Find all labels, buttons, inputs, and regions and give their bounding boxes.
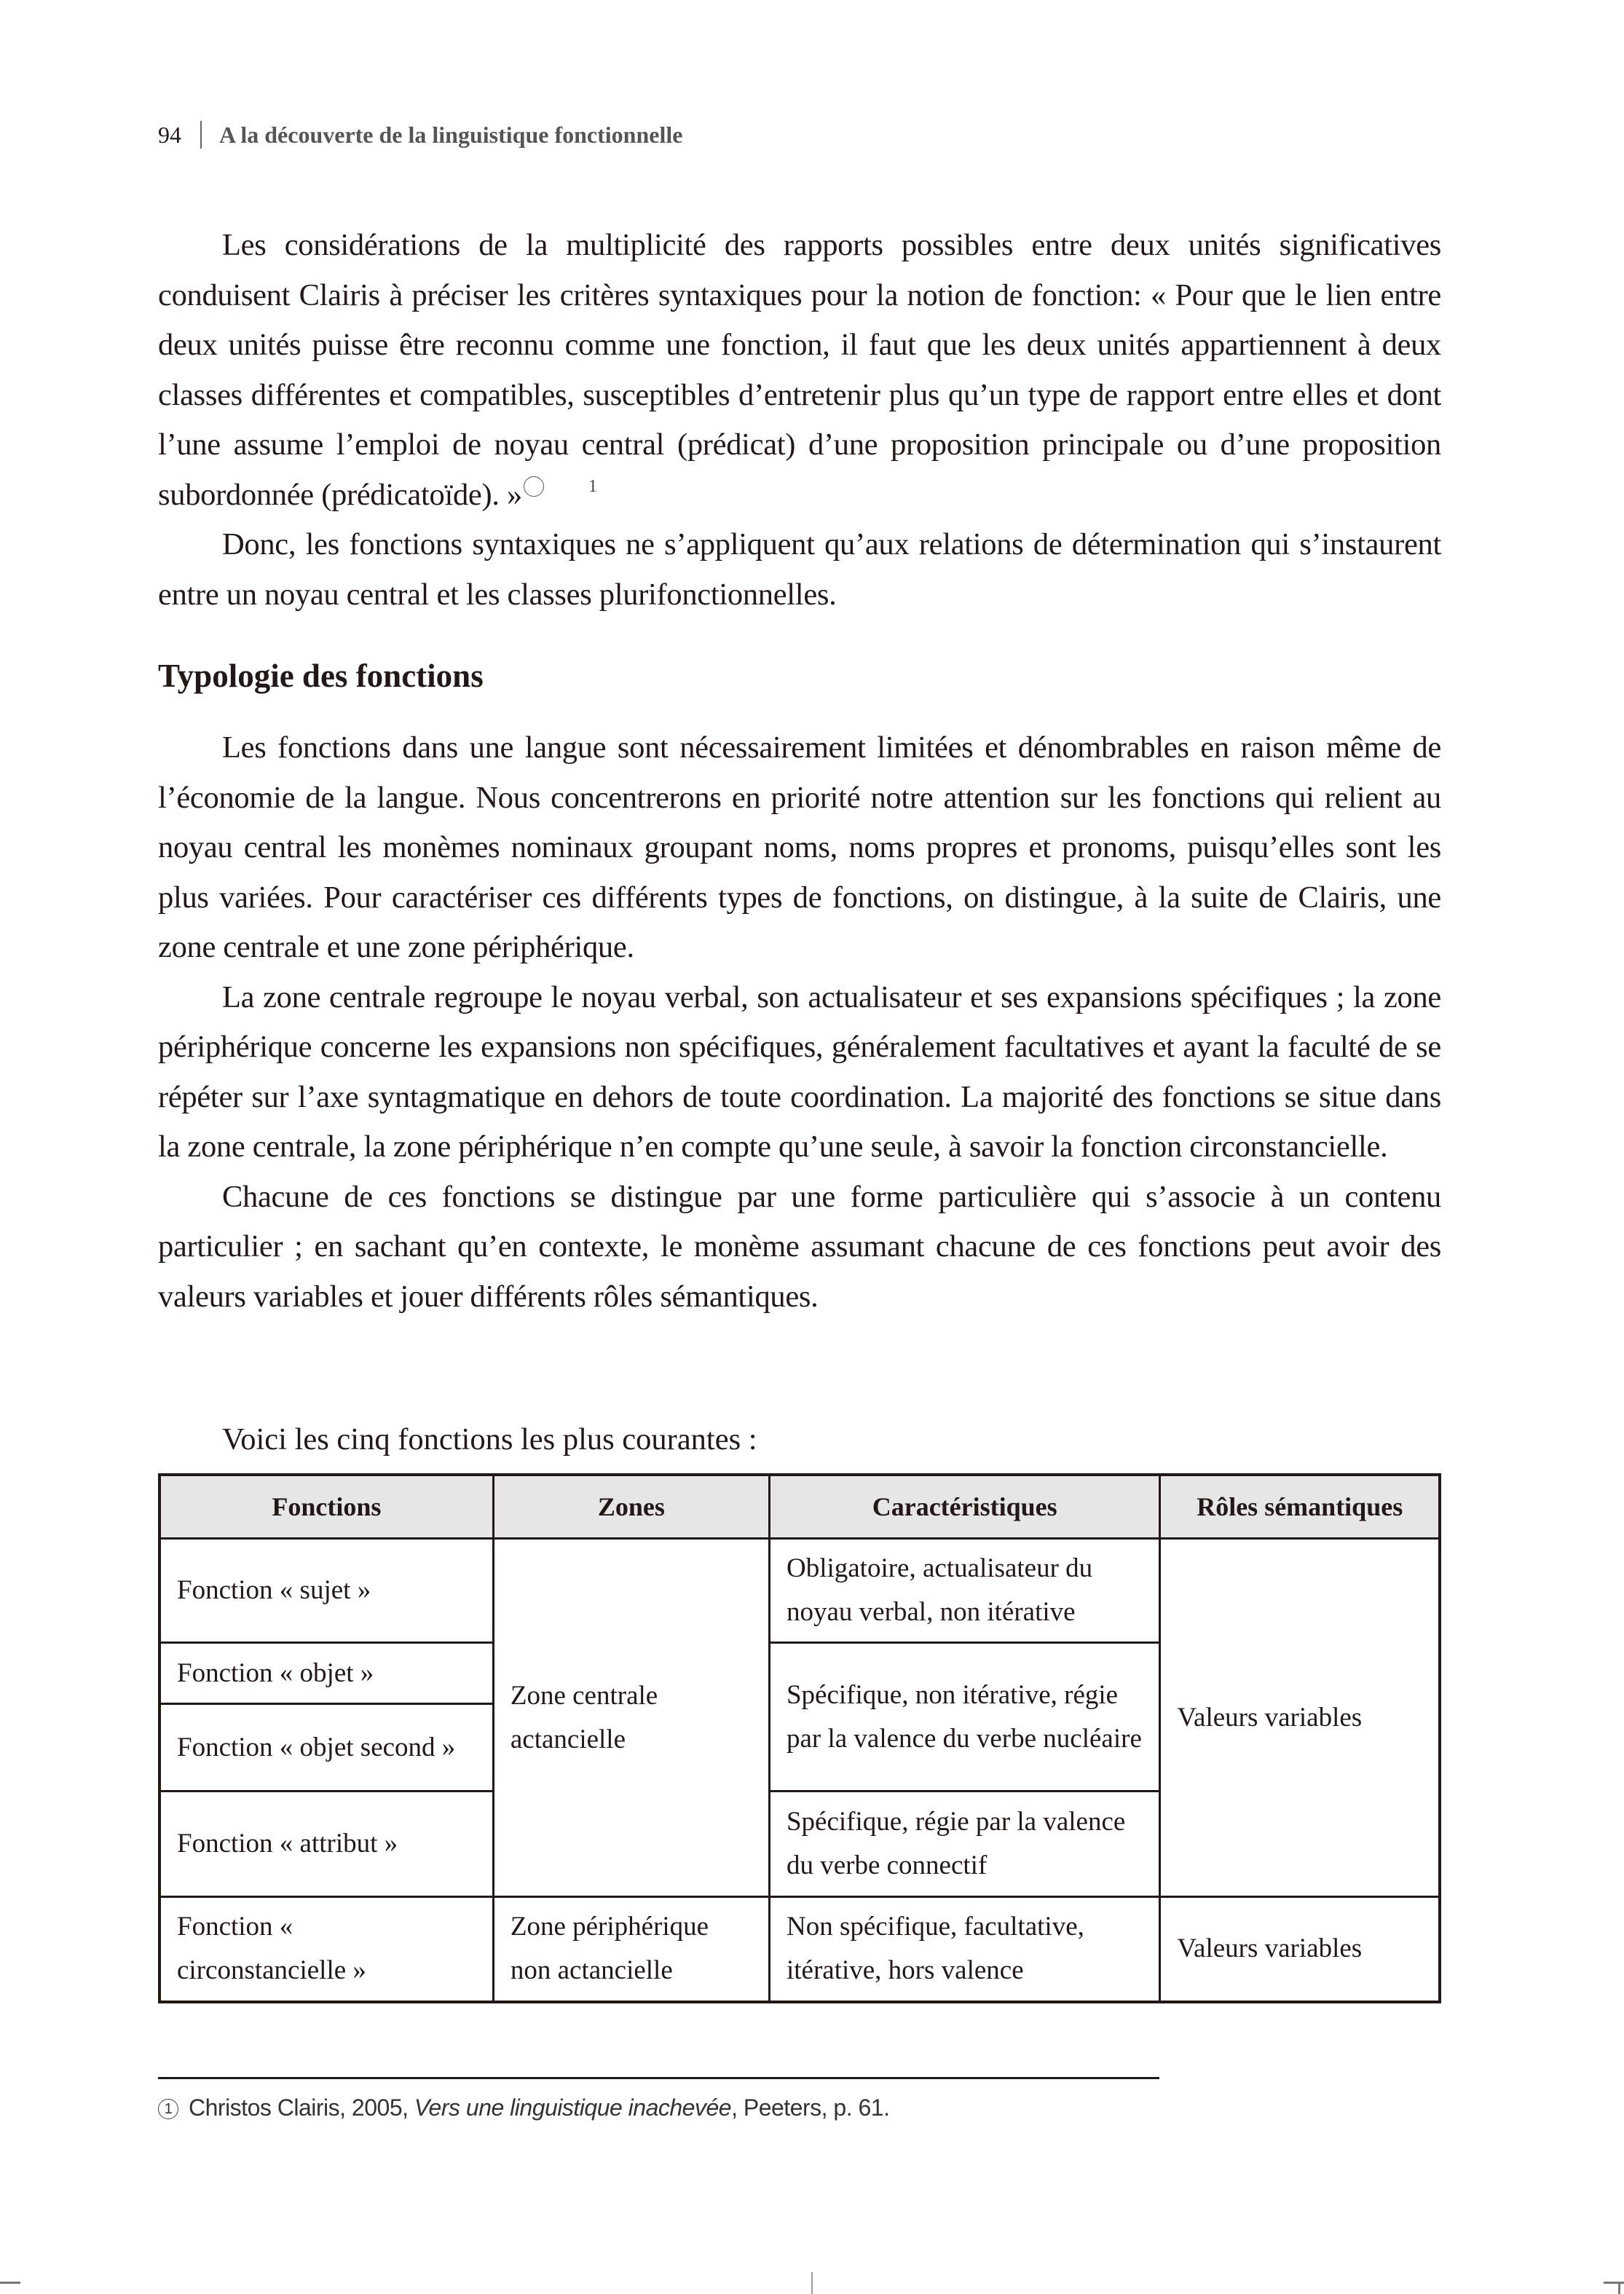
characteristics-cell: Spécifique, non itérative, régie par la valence du verbe nucléaire xyxy=(769,1643,1159,1792)
paragraph: Les considérations de la multiplicité des rapports possibles entre deux unités significatives conduisent Clairis à préciser les critères syntaxiques pour la notion de fonction: « Pour que le lien entre deux unités puisse être reconnu comme une fonction, il faut que les deux unités appartiennent à deux classes différentes et compatibles, susceptibles d’entretenir plus qu’un type de rapport entre elles et dont l’une assume l’emploi de noyau central (prédicat) d’une proposition principale ou d’une proposition subordonnée (prédicatoïde). » $^1$ xyxy=(158,228,1441,512)
roles-cell: Valeurs variables xyxy=(1160,1897,1440,2002)
paragraph: Donc, les fonctions syntaxiques ne s’appliquent qu’aux relations de détermination qui s’instaurent entre un noyau central et les classes plurifonctionnelles. xyxy=(158,527,1441,612)
function-cell: Fonction « attribut » xyxy=(159,1792,493,1897)
paragraph: Les fonctions dans une langue sont nécessairement limitées et dénombrables en raison même de l’économie de la langue. Nous concentrerons en priorité notre attention sur les fonctions qui relient au noyau central les monèmes nominaux groupant noms, noms propres et pronoms, puisqu’elles sont les plus variées. Pour caractériser ces différents types de fonctions, on distingue, à la suite de Clairis, une zone centrale et une zone périphérique. xyxy=(158,730,1441,964)
characteristics-cell: Spécifique, régie par la valence du verbe connectif xyxy=(769,1792,1159,1897)
characteristics-cell: Non spécifique, facultative, itérative, hors valence xyxy=(769,1897,1159,2002)
zone-cell: Zone périphérique non actancielle xyxy=(493,1897,769,2002)
section-intro xyxy=(158,221,1441,620)
column-header: Fonctions xyxy=(159,1475,493,1539)
function-cell: Fonction « circonstancielle » xyxy=(159,1897,493,2002)
column-header: Caractéristiques xyxy=(769,1475,1159,1539)
section-heading: Typologie des fonctions xyxy=(158,658,484,694)
page-number: 94 xyxy=(158,121,181,148)
zone-cell: Zone centrale actancielle xyxy=(493,1539,769,1897)
column-header: Zones xyxy=(493,1475,769,1539)
crop-mark xyxy=(811,2272,813,2294)
book-title: A la découverte de la linguistique fonctionnelle xyxy=(219,121,683,148)
function-cell: Fonction « sujet » xyxy=(159,1539,493,1643)
paragraph: La zone centrale regroupe le noyau verbal, son actualisateur et ses expansions spécifiques ; la zone périphérique concerne les expansions non spécifiques, généralement facultatives et ayant la faculté de se répéter sur l’axe syntagmatique en dehors de toute coordination. La majorité des fonctions se situe dans la zone centrale, la zone périphérique n’en compte qu’une seule, à savoir la fonction circonstancielle. xyxy=(158,980,1441,1164)
table-row xyxy=(159,1539,1440,1643)
running-head xyxy=(158,121,682,149)
roles-cell: Valeurs variables xyxy=(1160,1539,1440,1897)
column-header: Rôles sémantiques xyxy=(1160,1475,1440,1539)
table-row xyxy=(159,1897,1440,2002)
cited-title: Vers une linguistique inachevée xyxy=(414,2094,732,2121)
footnote: 1 Christos Clairis, 2005, Vers une linguistique inachevée, Peeters, p. 61. xyxy=(158,2094,889,2121)
footnote-divider xyxy=(158,2077,1159,2079)
function-cell: Fonction « objet second » xyxy=(159,1704,493,1792)
characteristics-cell: Obligatoire, actualisateur du noyau verbal, non itérative xyxy=(769,1539,1159,1643)
footnote-ref[interactable]: 1 xyxy=(524,476,544,497)
crop-mark xyxy=(1604,2282,1624,2284)
functions-table xyxy=(158,1473,1441,2003)
table-intro: Voici les cinq fonctions les plus courantes : xyxy=(222,1422,757,1457)
table-header-row xyxy=(159,1475,1440,1539)
crop-mark xyxy=(0,2282,20,2284)
function-cell: Fonction « objet » xyxy=(159,1643,493,1704)
footnote-marker: 1 xyxy=(158,2099,178,2119)
section-typologie xyxy=(158,723,1441,1322)
crop-mark xyxy=(1618,2282,1620,2294)
paragraph: Chacune de ces fonctions se distingue par une forme particulière qui s’associe à un contenu particulier ; en sachant qu’en contexte, le monème assumant chacune de ces fonctions peut avoir des valeurs variables et jouer différents rôles sémantiques. xyxy=(158,1179,1441,1314)
header-separator xyxy=(200,121,202,149)
